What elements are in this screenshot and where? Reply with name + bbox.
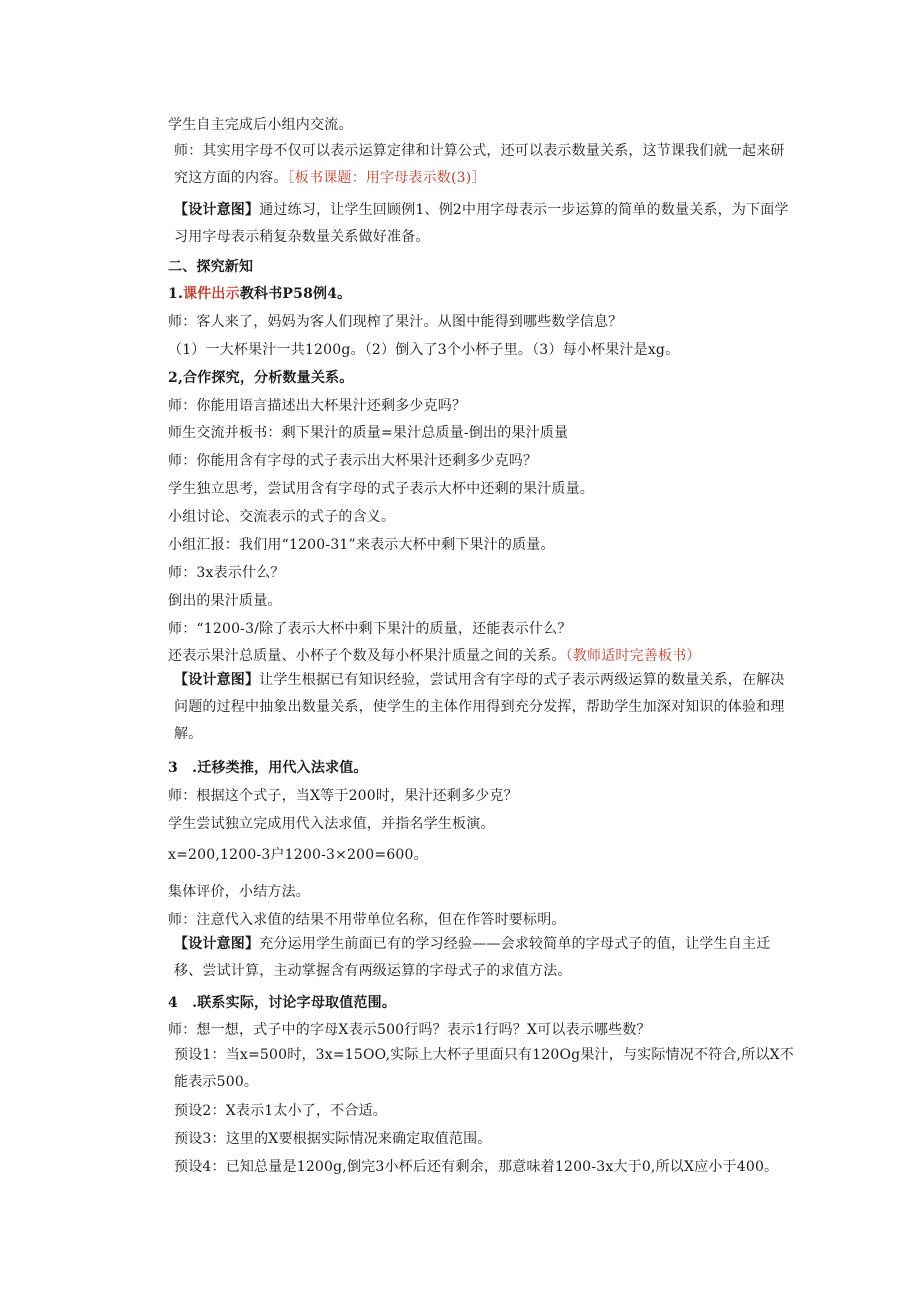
paragraph [174, 138, 796, 192]
paragraph [168, 814, 790, 834]
step-text: 教科书P58例4。 [239, 286, 352, 302]
text: 师：3x表示什么？ [168, 565, 285, 581]
text: 师：其实用字母不仅可以表示运算定律和计算公式，还可以表示数量关系，这节课我们就一起来研究这方面的内容。 [174, 143, 785, 186]
paragraph [168, 340, 790, 360]
paragraph [168, 535, 790, 555]
paragraph [174, 1129, 796, 1149]
step-text: 3 .迁移类推，用代入法求值。 [168, 760, 368, 776]
paragraph [168, 563, 790, 583]
paragraph [168, 451, 790, 471]
text: 预设3：这里的X要根据实际情况来确定取值范围。 [174, 1131, 492, 1147]
text: 师：想一想，式子中的字母X表示500行吗？表示1行吗？X可以表示哪些数？ [168, 1022, 651, 1038]
text: 倒出的果汁质量。 [168, 593, 282, 609]
paragraph [174, 1157, 796, 1177]
text: 师：你能用含有字母的式子表示出大杯果汁还剩多少克吗？ [168, 453, 538, 469]
board-note: （教师适时完善板书） [565, 648, 701, 664]
paragraph [168, 786, 790, 806]
text: 师：客人来了，妈妈为客人们现榨了果汁。从图中能得到哪些数学信息？ [168, 314, 623, 330]
paragraph [168, 312, 790, 332]
design-intent-paragraph [174, 931, 796, 985]
text: 预设4：已知总量是1200g,倒完3小杯后还有剩余，那意味着1200-3x大于0,所以X应小于400。 [174, 1159, 779, 1175]
text: 学生独立思考，尝试用含有字母的式子表示大杯中还剩的果汁质量。 [168, 481, 594, 497]
text: x=200,1200-3户1200-3×200=600。 [168, 847, 428, 863]
paragraph [174, 1101, 796, 1121]
text: 通过练习，让学生回顾例1、例2中用字母表示一步运算的简单的数量关系，为下面学习用字母表示稍复杂数量关系做好准备。 [174, 202, 789, 245]
paragraph [168, 507, 790, 527]
text: 集体评价，小结方法。 [168, 884, 310, 900]
step-heading [168, 758, 790, 778]
step-text: 2,合作探究，分析数量关系。 [168, 370, 354, 386]
paragraph [168, 619, 790, 639]
heading-text: 二、探究新知 [168, 259, 254, 275]
board-note: ［板书课题：用字母表示数(3)］ [287, 170, 486, 186]
courseware-label: 课件出示 [183, 286, 240, 302]
text: 让学生根据已有知识经验，尝试用含有字母的式子表示两级运算的数量关系，在解决问题的过程中抽象出数量关系，使学生的主体作用得到充分发挥，帮助学生加深对知识的体验和理解。 [174, 672, 785, 742]
formula-line [168, 845, 790, 865]
design-intent-label: 【设计意图】 [174, 202, 260, 218]
text: 师：你能用语言描述出大杯果汁还剩多少克吗？ [168, 398, 467, 414]
step-heading [168, 284, 790, 304]
step-heading [168, 993, 790, 1013]
text: 学生尝试独立完成用代入法求值，并指名学生板演。 [168, 816, 495, 832]
step-number: 1. [168, 286, 184, 302]
text: 还表示果汁总质量、小杯子个数及每小杯果汁质量之间的关系。 [168, 648, 566, 664]
step-text: 4 .联系实际，讨论字母取值范围。 [168, 995, 397, 1011]
paragraph [168, 1020, 790, 1040]
design-intent-label: 【设计意图】 [174, 672, 260, 688]
text: 小组汇报：我们用“1200-31”来表示大杯中剩下果汁的质量。 [168, 537, 555, 553]
paragraph [168, 423, 790, 443]
paragraph [168, 646, 790, 666]
preset-paragraph [174, 1042, 796, 1096]
text: （1）一大杯果汁一共1200g。（2）倒入了3个小杯子里。（3）每小杯果汁是xg。 [168, 342, 680, 358]
text: 充分运用学生前面已有的学习经验——会求较简单的字母式子的值，让学生自主迁移、尝试计算，主动掌握含有两级运算的字母式子的求值方法。 [174, 936, 771, 979]
paragraph [168, 115, 790, 135]
design-intent-label: 【设计意图】 [174, 936, 260, 952]
paragraph [168, 591, 790, 611]
text: 师生交流并板书：剩下果汁的质量=果汁总质量-倒出的果汁质量 [168, 425, 569, 441]
paragraph [168, 396, 790, 416]
text: 预设2：X表示1太小了，不合适。 [174, 1103, 387, 1119]
section-heading [168, 257, 790, 277]
text: 小组讨论、交流表示的式子的含义。 [168, 509, 396, 525]
design-intent-paragraph [174, 667, 796, 748]
step-heading [168, 368, 790, 388]
paragraph [168, 882, 790, 902]
design-intent-paragraph [174, 197, 796, 251]
text: 师：根据这个式子，当X等于200时，果汁还剩多少克？ [168, 788, 518, 804]
paragraph [168, 910, 790, 930]
text: 预设1：当x=500时，3x=15OO,实际上大杯子里面只有120Og果汁，与实际情况不符合,所以X不能表示500。 [174, 1047, 794, 1090]
text: 师：注意代入求值的结果不用带单位名称，但在作答时要标明。 [168, 912, 566, 928]
text: 学生自主完成后小组内交流。 [168, 117, 353, 133]
text: 师：“1200-3/除了表示大杯中剩下果汁的质量，还能表示什么？ [168, 621, 572, 637]
paragraph [168, 479, 790, 499]
